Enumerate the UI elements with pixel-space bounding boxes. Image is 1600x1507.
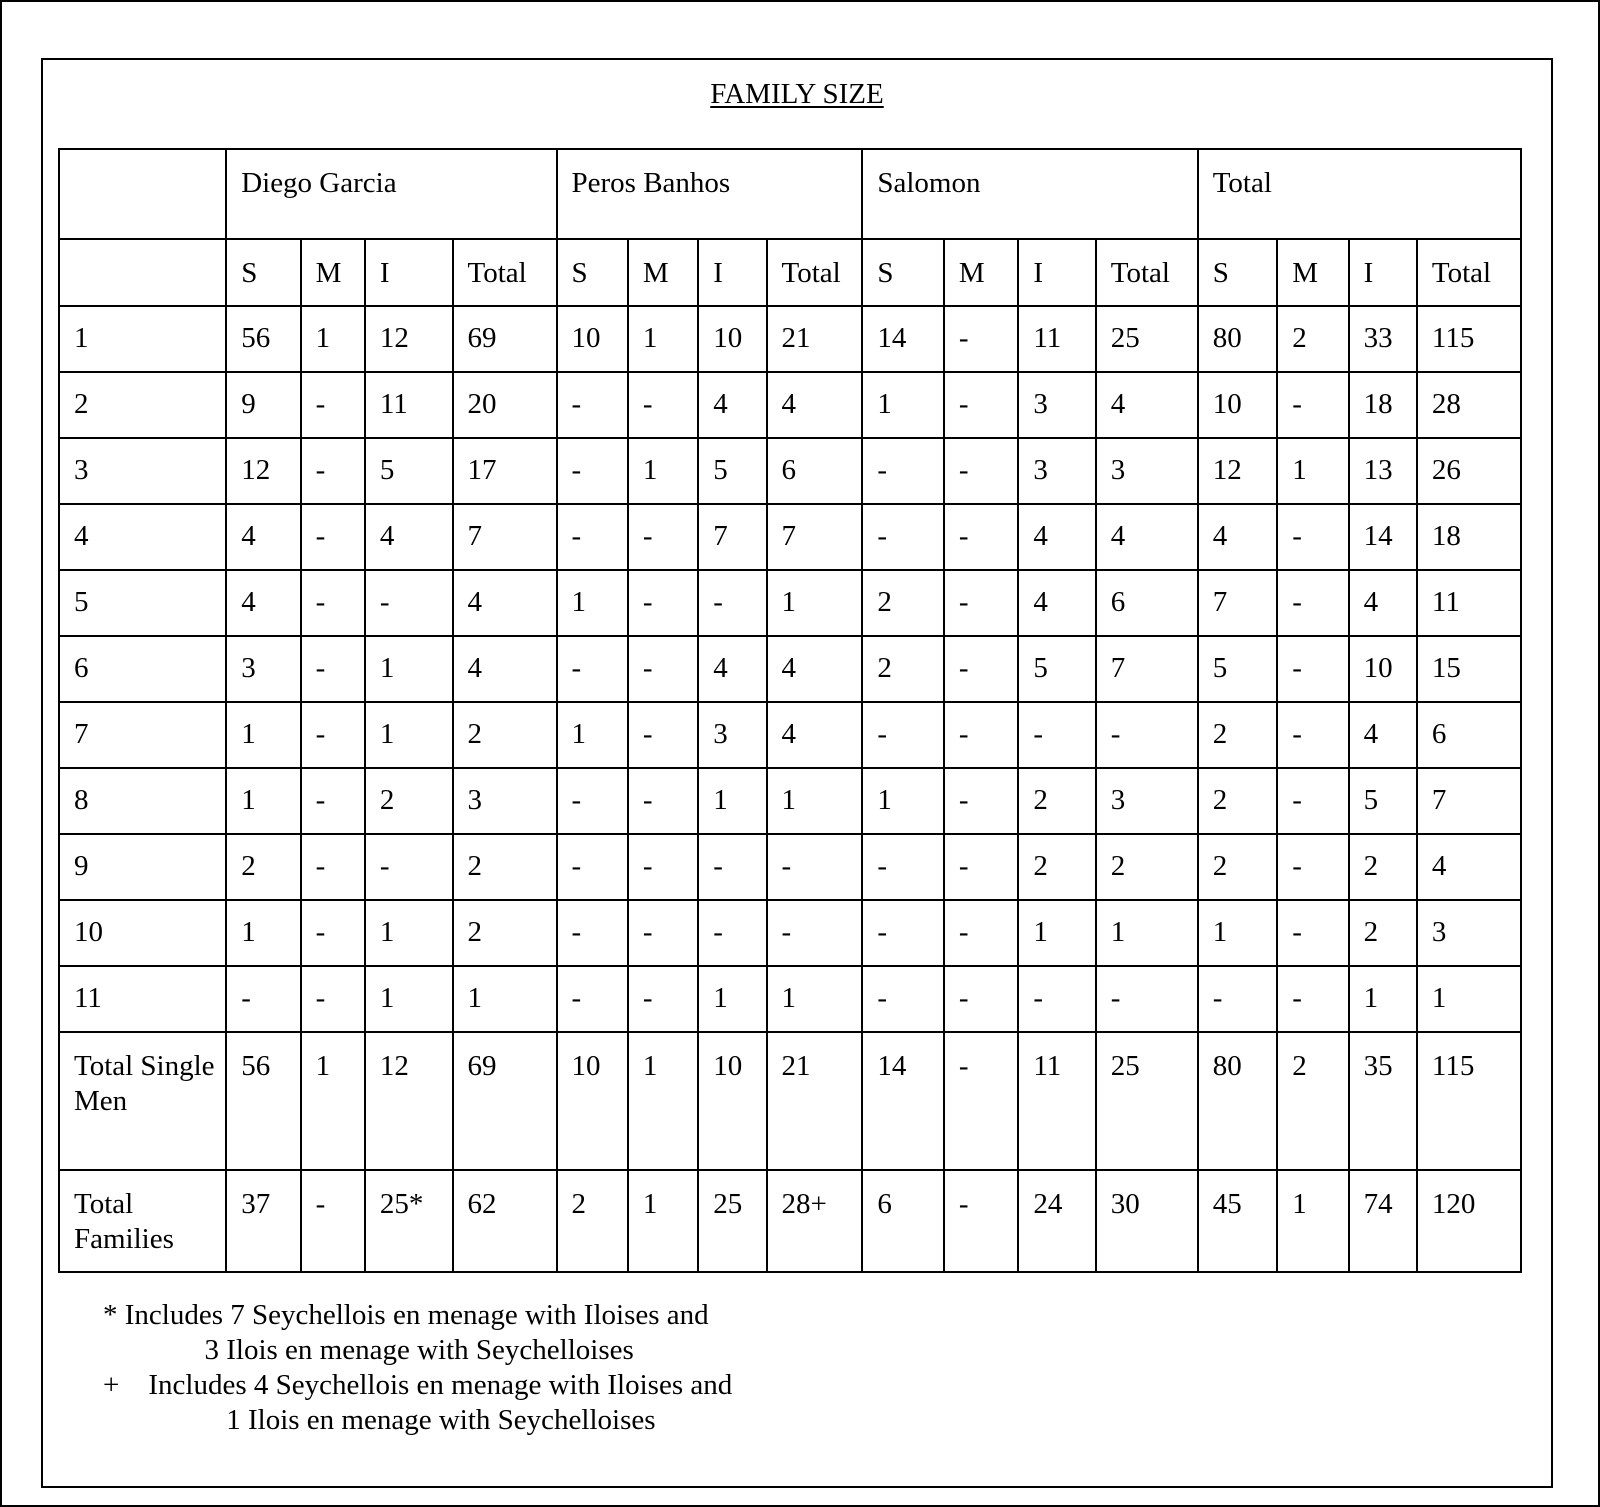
table-cell: 2 xyxy=(862,570,944,636)
table-cell: 1 xyxy=(365,966,453,1032)
table-cell: 1 xyxy=(557,702,628,768)
table-row xyxy=(59,834,1521,900)
table-cell: 2 xyxy=(1018,834,1095,900)
table-cell: 45 xyxy=(1198,1170,1278,1272)
table-cell: 1 xyxy=(767,570,863,636)
table-cell: 115 xyxy=(1417,1032,1521,1170)
table-cell: 7 xyxy=(1417,768,1521,834)
table-cell: - xyxy=(862,504,944,570)
table-cell: 5 xyxy=(1198,636,1278,702)
table-cell: - xyxy=(557,504,628,570)
table-cell: - xyxy=(767,834,863,900)
table-cell: 6 xyxy=(1096,570,1198,636)
sub-header: I xyxy=(1018,239,1095,306)
table-cell: 28+ xyxy=(767,1170,863,1272)
row-label: 2 xyxy=(59,372,226,438)
table-cell: 4 xyxy=(698,636,766,702)
sub-header: M xyxy=(301,239,365,306)
table-cell: 4 xyxy=(767,372,863,438)
table-cell: 2 xyxy=(226,834,300,900)
document-frame xyxy=(41,58,1553,1488)
table-cell: 2 xyxy=(453,900,557,966)
table-cell: 1 xyxy=(1349,966,1417,1032)
table-cell: 10 xyxy=(557,306,628,372)
table-cell: 14 xyxy=(862,1032,944,1170)
table-cell: 2 xyxy=(862,636,944,702)
table-cell: 1 xyxy=(301,1032,365,1170)
row-label: Total Families xyxy=(59,1170,226,1272)
table-cell: 1 xyxy=(628,1032,698,1170)
table-cell: 9 xyxy=(226,372,300,438)
table-cell: 11 xyxy=(365,372,453,438)
row-label: 10 xyxy=(59,900,226,966)
table-cell: - xyxy=(862,966,944,1032)
table-cell: - xyxy=(698,570,766,636)
table-row xyxy=(59,702,1521,768)
table-cell: 3 xyxy=(226,636,300,702)
row-label: 8 xyxy=(59,768,226,834)
region-header-total: Total xyxy=(1198,149,1521,239)
table-cell: - xyxy=(698,834,766,900)
sub-header: I xyxy=(698,239,766,306)
table-cell: 2 xyxy=(453,834,557,900)
table-cell: 1 xyxy=(1198,900,1278,966)
table-cell: 4 xyxy=(453,636,557,702)
table-cell: - xyxy=(1277,966,1348,1032)
row-label: Total Single Men xyxy=(59,1032,226,1170)
table-cell: 74 xyxy=(1349,1170,1417,1272)
table-cell: 1 xyxy=(862,768,944,834)
row-label: 4 xyxy=(59,504,226,570)
table-cell: 4 xyxy=(1018,570,1095,636)
sub-header: S xyxy=(862,239,944,306)
table-cell: 7 xyxy=(453,504,557,570)
table-cell: - xyxy=(301,438,365,504)
table-cell: 120 xyxy=(1417,1170,1521,1272)
table-cell: - xyxy=(862,438,944,504)
table-cell: - xyxy=(698,900,766,966)
table-cell: 12 xyxy=(365,1032,453,1170)
table-cell: 25 xyxy=(698,1170,766,1272)
footnote-plus-line-2: 1 Ilois en menage with Seychelloises xyxy=(103,1404,656,1436)
table-cell: 1 xyxy=(1018,900,1095,966)
table-cell: - xyxy=(862,834,944,900)
table-cell: 4 xyxy=(453,570,557,636)
table-cell: - xyxy=(1198,966,1278,1032)
table-cell: 56 xyxy=(226,1032,300,1170)
table-cell: 10 xyxy=(1349,636,1417,702)
table-cell: - xyxy=(944,966,1018,1032)
table-cell: 4 xyxy=(1096,372,1198,438)
family-size-table xyxy=(58,148,1522,1273)
table-cell: - xyxy=(365,834,453,900)
table-cell: 30 xyxy=(1096,1170,1198,1272)
footnote-asterisk-line-1: * Includes 7 Seychellois en menage with Iloises and xyxy=(103,1299,709,1331)
table-cell: 1 xyxy=(1417,966,1521,1032)
table-cell: 1 xyxy=(226,702,300,768)
table-cell: 1 xyxy=(1277,1170,1348,1272)
table-cell: 2 xyxy=(1277,1032,1348,1170)
corner-cell xyxy=(59,149,226,239)
footnote-asterisk-line-2: 3 Ilois en menage with Seychelloises xyxy=(103,1334,634,1366)
table-cell: 2 xyxy=(1349,834,1417,900)
table-cell: 26 xyxy=(1417,438,1521,504)
footnote-plus-line-1: + Includes 4 Seychellois en menage with Iloises and xyxy=(103,1369,733,1401)
table-cell: 1 xyxy=(628,1170,698,1272)
table-cell: 14 xyxy=(1349,504,1417,570)
table-cell: 13 xyxy=(1349,438,1417,504)
table-cell: 1 xyxy=(301,306,365,372)
table-row xyxy=(59,372,1521,438)
table-cell: 25 xyxy=(1096,306,1198,372)
table-cell: 2 xyxy=(365,768,453,834)
table-cell: 4 xyxy=(1349,702,1417,768)
table-cell: - xyxy=(557,636,628,702)
table-cell: - xyxy=(944,306,1018,372)
table-cell: 10 xyxy=(557,1032,628,1170)
table-cell: - xyxy=(1277,636,1348,702)
table-cell: 1 xyxy=(862,372,944,438)
table-cell: 37 xyxy=(226,1170,300,1272)
table-cell: 25* xyxy=(365,1170,453,1272)
table-cell: 2 xyxy=(1198,768,1278,834)
table-cell: - xyxy=(944,1170,1018,1272)
table-cell: 7 xyxy=(1198,570,1278,636)
table-cell: - xyxy=(365,570,453,636)
table-cell: 4 xyxy=(1096,504,1198,570)
table-cell: - xyxy=(1277,570,1348,636)
table-row xyxy=(59,636,1521,702)
table-cell: 1 xyxy=(1096,900,1198,966)
table-cell: 18 xyxy=(1349,372,1417,438)
row-label: 6 xyxy=(59,636,226,702)
table-cell: - xyxy=(1277,834,1348,900)
table-cell: - xyxy=(557,966,628,1032)
table-cell: 56 xyxy=(226,306,300,372)
table-cell: 33 xyxy=(1349,306,1417,372)
row-label: 9 xyxy=(59,834,226,900)
table-cell: 1 xyxy=(698,966,766,1032)
table-cell: 6 xyxy=(767,438,863,504)
table-cell: - xyxy=(944,834,1018,900)
table-cell: - xyxy=(944,768,1018,834)
table-cell: 2 xyxy=(1096,834,1198,900)
table-cell: 7 xyxy=(1096,636,1198,702)
table-cell: - xyxy=(628,900,698,966)
table-cell: - xyxy=(301,372,365,438)
table-row xyxy=(59,966,1521,1032)
table-cell: 35 xyxy=(1349,1032,1417,1170)
table-cell: - xyxy=(301,570,365,636)
table-cell: - xyxy=(944,1032,1018,1170)
table-cell: 24 xyxy=(1018,1170,1095,1272)
table-cell: 6 xyxy=(1417,702,1521,768)
table-cell: 21 xyxy=(767,1032,863,1170)
table-cell: - xyxy=(628,636,698,702)
table-cell: 5 xyxy=(365,438,453,504)
table-cell: 21 xyxy=(767,306,863,372)
corner-cell xyxy=(59,239,226,306)
table-cell: 15 xyxy=(1417,636,1521,702)
table-cell: 4 xyxy=(767,702,863,768)
row-label: 11 xyxy=(59,966,226,1032)
sub-header: S xyxy=(557,239,628,306)
table-cell: 10 xyxy=(698,1032,766,1170)
table-cell: - xyxy=(628,372,698,438)
table-cell: - xyxy=(301,768,365,834)
table-cell: 11 xyxy=(1018,306,1095,372)
sub-header: M xyxy=(1277,239,1348,306)
table-cell: - xyxy=(1096,702,1198,768)
table-cell: 2 xyxy=(1198,702,1278,768)
sub-header: S xyxy=(1198,239,1278,306)
table-cell: 12 xyxy=(226,438,300,504)
table-cell: - xyxy=(628,504,698,570)
table-cell: - xyxy=(1277,702,1348,768)
table-cell: - xyxy=(301,834,365,900)
table-cell: 3 xyxy=(1417,900,1521,966)
sub-header-row xyxy=(59,239,1521,306)
table-cell: - xyxy=(557,372,628,438)
table-cell: 4 xyxy=(767,636,863,702)
table-cell: - xyxy=(944,504,1018,570)
table-cell: - xyxy=(1018,966,1095,1032)
table-cell: - xyxy=(862,702,944,768)
sub-header: I xyxy=(365,239,453,306)
table-cell: 25 xyxy=(1096,1032,1198,1170)
table-cell: 3 xyxy=(453,768,557,834)
table-cell: 1 xyxy=(767,768,863,834)
table-cell: 7 xyxy=(698,504,766,570)
table-cell: - xyxy=(862,900,944,966)
table-row xyxy=(59,306,1521,372)
table-row xyxy=(59,900,1521,966)
row-label: 7 xyxy=(59,702,226,768)
total-families-row xyxy=(59,1170,1521,1272)
table-row xyxy=(59,438,1521,504)
sub-header: S xyxy=(226,239,300,306)
table-cell: - xyxy=(1277,900,1348,966)
table-cell: - xyxy=(628,966,698,1032)
table-cell: - xyxy=(301,504,365,570)
table-cell: - xyxy=(628,768,698,834)
table-cell: 4 xyxy=(226,504,300,570)
table-cell: 4 xyxy=(365,504,453,570)
sub-header: Total xyxy=(767,239,863,306)
table-cell: 1 xyxy=(767,966,863,1032)
table-cell: 10 xyxy=(698,306,766,372)
table-cell: 1 xyxy=(628,438,698,504)
table-cell: - xyxy=(301,1170,365,1272)
table-row xyxy=(59,570,1521,636)
table-cell: 5 xyxy=(1349,768,1417,834)
table-cell: 1 xyxy=(628,306,698,372)
table-cell: 18 xyxy=(1417,504,1521,570)
table-cell: - xyxy=(557,834,628,900)
table-cell: 1 xyxy=(365,900,453,966)
total-single-men-row xyxy=(59,1032,1521,1170)
table-cell: 2 xyxy=(1349,900,1417,966)
table-cell: - xyxy=(301,702,365,768)
table-cell: 4 xyxy=(1018,504,1095,570)
table-cell: 2 xyxy=(1018,768,1095,834)
region-header-peros-banhos: Peros Banhos xyxy=(557,149,863,239)
table-cell: 1 xyxy=(453,966,557,1032)
region-header-salomon: Salomon xyxy=(862,149,1197,239)
table-cell: - xyxy=(301,966,365,1032)
table-cell: 12 xyxy=(365,306,453,372)
table-cell: 4 xyxy=(1198,504,1278,570)
table-cell: 115 xyxy=(1417,306,1521,372)
table-cell: - xyxy=(944,702,1018,768)
table-cell: 5 xyxy=(1018,636,1095,702)
table-cell: 11 xyxy=(1417,570,1521,636)
region-header-diego-garcia: Diego Garcia xyxy=(226,149,556,239)
table-cell: 11 xyxy=(1018,1032,1095,1170)
row-label: 3 xyxy=(59,438,226,504)
table-cell: 7 xyxy=(767,504,863,570)
table-cell: 2 xyxy=(1277,306,1348,372)
table-cell: 3 xyxy=(698,702,766,768)
footnotes xyxy=(103,1298,732,1438)
table-cell: - xyxy=(767,900,863,966)
table-cell: - xyxy=(628,834,698,900)
table-cell: 1 xyxy=(226,900,300,966)
table-cell: 1 xyxy=(698,768,766,834)
table-cell: - xyxy=(628,570,698,636)
table-cell: - xyxy=(944,570,1018,636)
region-header-row xyxy=(59,149,1521,239)
row-label: 1 xyxy=(59,306,226,372)
table-cell: 6 xyxy=(862,1170,944,1272)
sub-header: I xyxy=(1349,239,1417,306)
table-cell: - xyxy=(557,900,628,966)
table-row xyxy=(59,504,1521,570)
table-title: FAMILY SIZE xyxy=(710,78,884,110)
table-cell: - xyxy=(301,900,365,966)
table-cell: - xyxy=(226,966,300,1032)
table-cell: - xyxy=(557,768,628,834)
table-cell: 62 xyxy=(453,1170,557,1272)
sub-header: Total xyxy=(1417,239,1521,306)
table-cell: - xyxy=(1277,504,1348,570)
sub-header: Total xyxy=(453,239,557,306)
table-cell: - xyxy=(1277,372,1348,438)
table-cell: - xyxy=(944,636,1018,702)
table-cell: 28 xyxy=(1417,372,1521,438)
table-cell: 1 xyxy=(226,768,300,834)
table-cell: 69 xyxy=(453,306,557,372)
table-cell: 4 xyxy=(698,372,766,438)
table-cell: 17 xyxy=(453,438,557,504)
table-cell: 1 xyxy=(365,702,453,768)
table-cell: 1 xyxy=(365,636,453,702)
table-cell: 80 xyxy=(1198,1032,1278,1170)
table-cell: - xyxy=(1277,768,1348,834)
table-cell: 4 xyxy=(226,570,300,636)
table-cell: 10 xyxy=(1198,372,1278,438)
table-cell: 4 xyxy=(1417,834,1521,900)
table-cell: - xyxy=(1096,966,1198,1032)
sub-header: M xyxy=(944,239,1018,306)
table-cell: - xyxy=(944,372,1018,438)
table-cell: 2 xyxy=(1198,834,1278,900)
table-cell: 3 xyxy=(1018,372,1095,438)
table-cell: 1 xyxy=(557,570,628,636)
table-cell: - xyxy=(944,438,1018,504)
table-cell: - xyxy=(944,900,1018,966)
table-cell: - xyxy=(1018,702,1095,768)
table-row xyxy=(59,768,1521,834)
row-label: 5 xyxy=(59,570,226,636)
sub-header: M xyxy=(628,239,698,306)
table-cell: 5 xyxy=(698,438,766,504)
table-cell: - xyxy=(628,702,698,768)
table-cell: 2 xyxy=(557,1170,628,1272)
table-cell: 1 xyxy=(1277,438,1348,504)
table-cell: 3 xyxy=(1018,438,1095,504)
sub-header: Total xyxy=(1096,239,1198,306)
table-cell: 69 xyxy=(453,1032,557,1170)
table-cell: 3 xyxy=(1096,438,1198,504)
table-cell: 12 xyxy=(1198,438,1278,504)
table-cell: 2 xyxy=(453,702,557,768)
table-cell: 4 xyxy=(1349,570,1417,636)
table-cell: 14 xyxy=(862,306,944,372)
table-cell: 80 xyxy=(1198,306,1278,372)
table-cell: 3 xyxy=(1096,768,1198,834)
table-cell: - xyxy=(557,438,628,504)
table-cell: 20 xyxy=(453,372,557,438)
table-cell: - xyxy=(301,636,365,702)
